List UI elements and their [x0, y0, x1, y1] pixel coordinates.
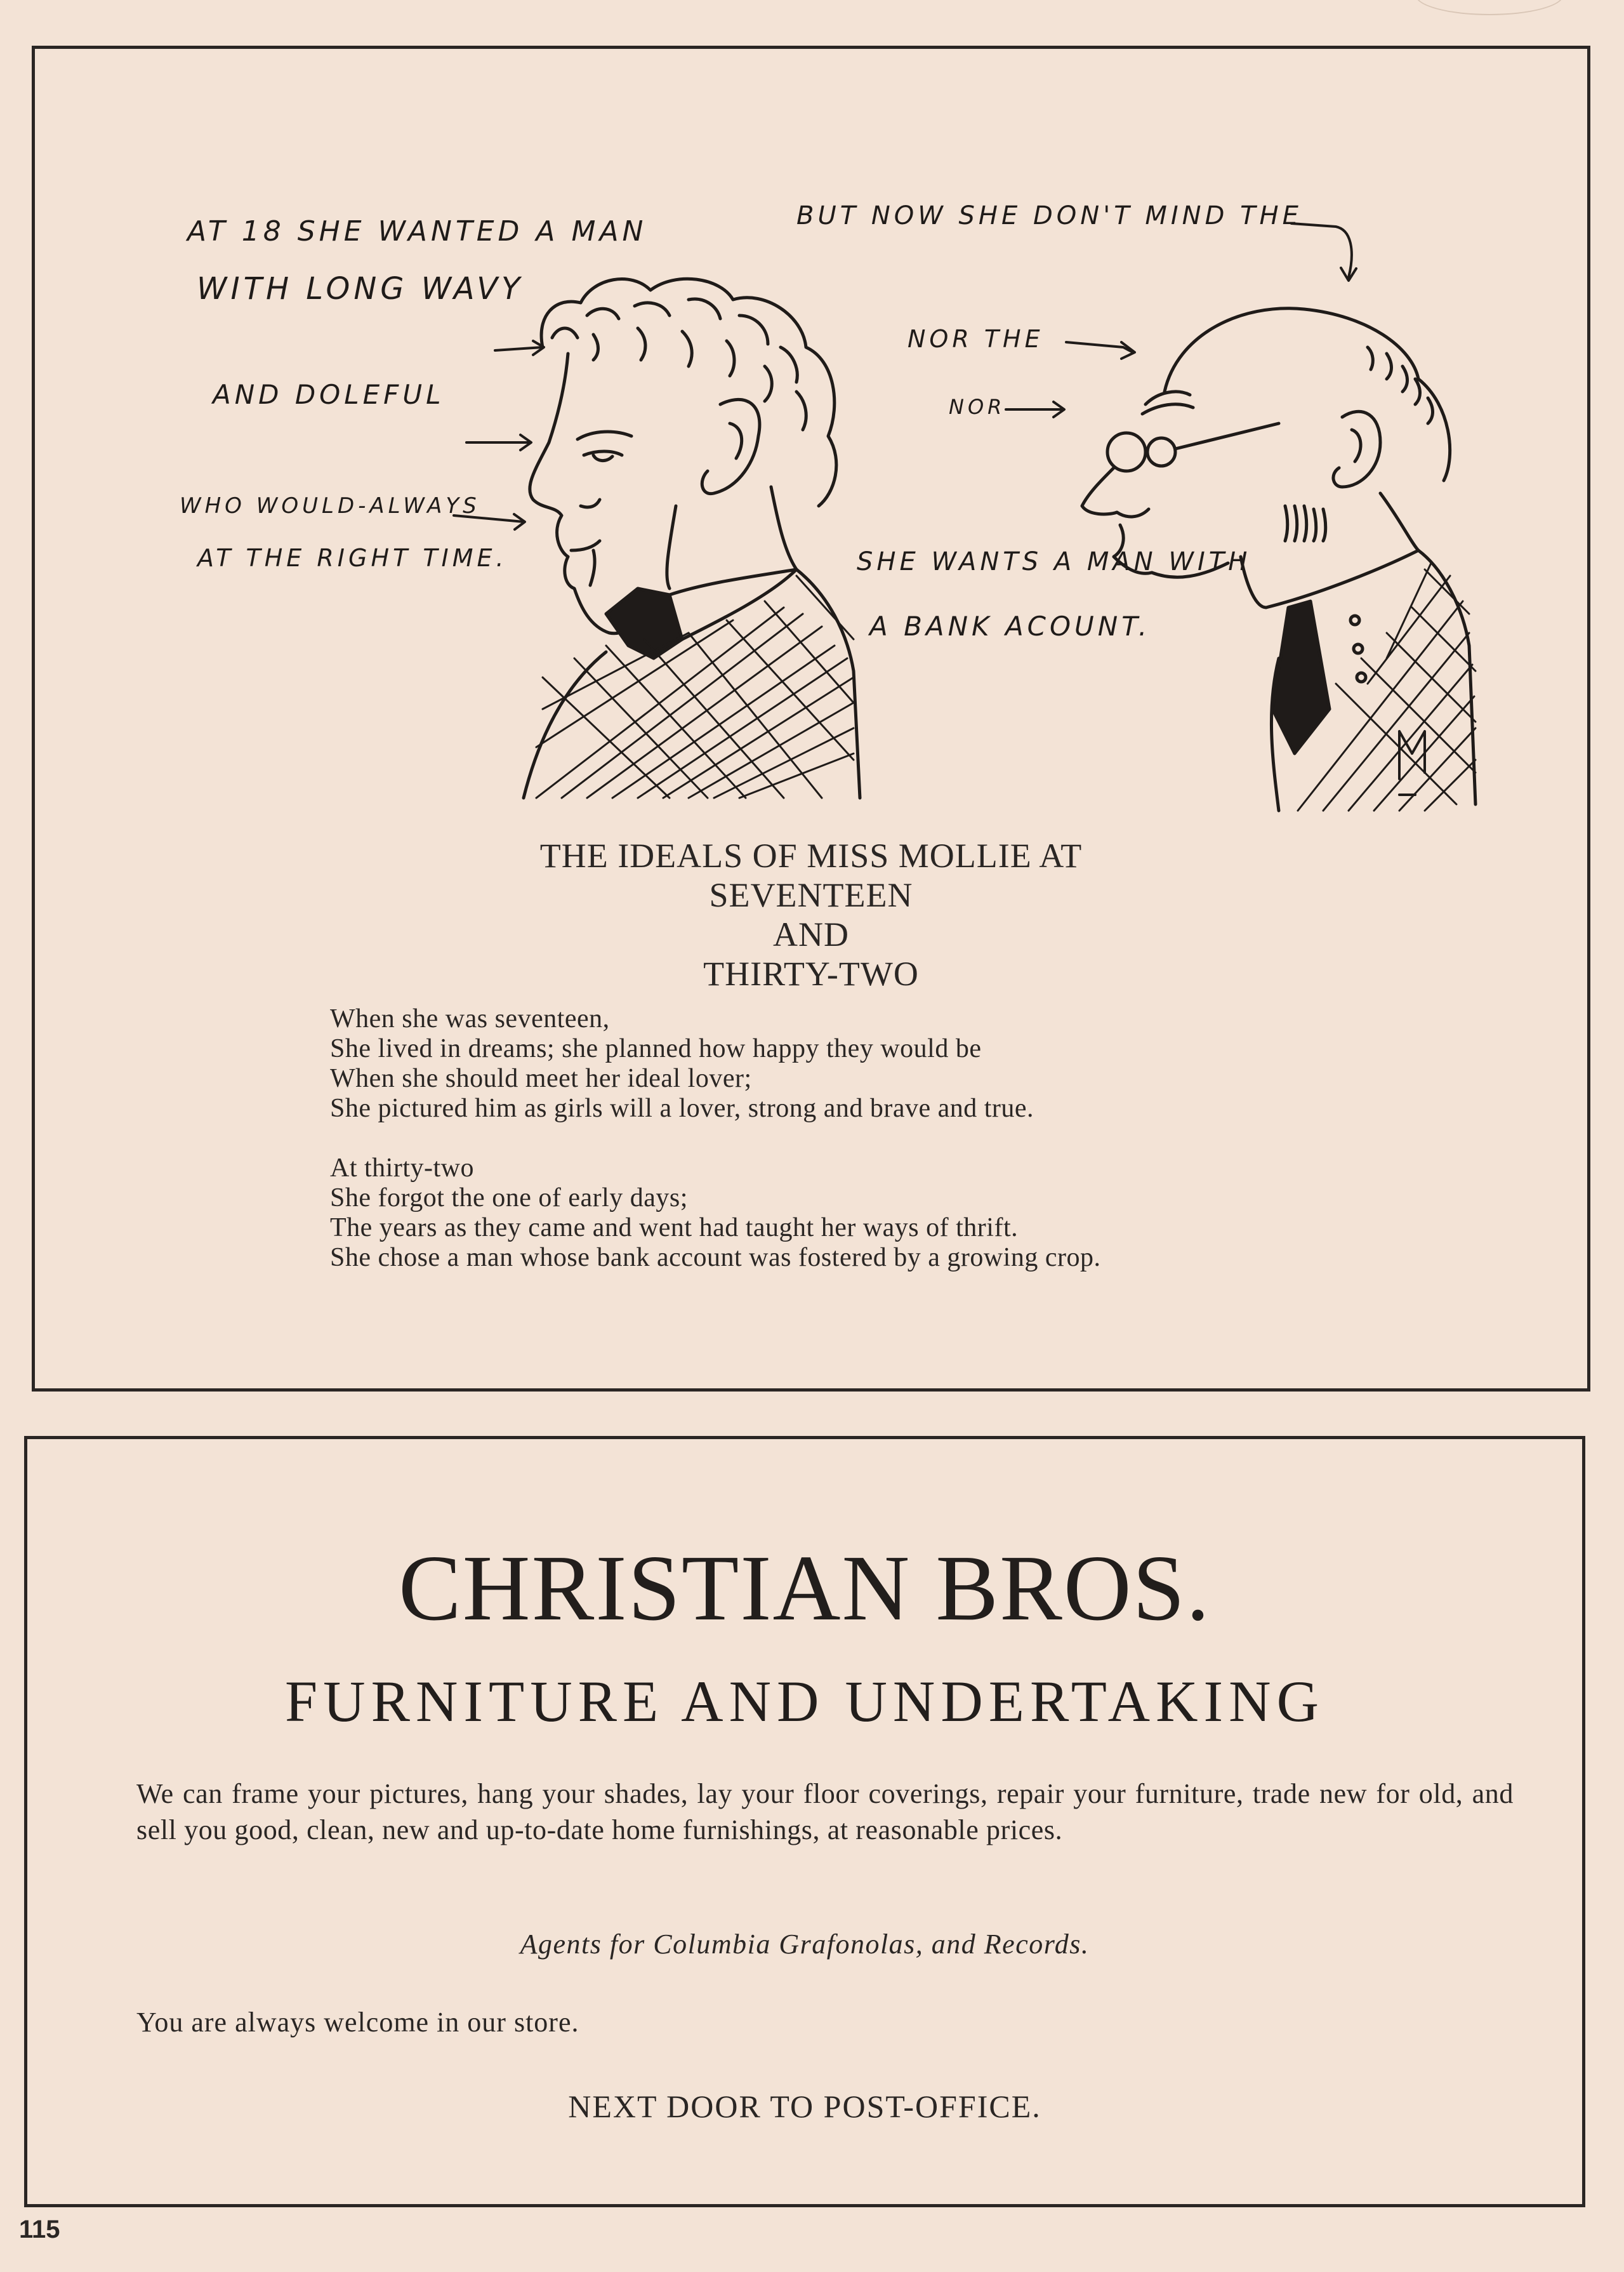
label-nor-the: NOR THE: [908, 325, 1044, 353]
ad-body-text: We can frame your pictures, hang your shades, lay your floor coverings, repair your furniture, trade new for old, and sell you good, clean, new and up-to-date home furnishings, at reasonable prices.: [136, 1778, 1514, 1845]
page-number: 115: [19, 2216, 60, 2243]
label-right-time: AT THE RIGHT TIME.: [197, 544, 508, 572]
poem-title-line: THE IDEALS OF MISS MOLLIE AT: [539, 837, 1083, 875]
poem-title-line: SEVENTEEN: [709, 876, 913, 914]
poem-line: When she was seventeen,: [330, 1004, 610, 1033]
poem-line: She lived in dreams; she planned how happy they would be: [330, 1034, 982, 1063]
poem-line: The years as they came and went had taught her ways of thrift.: [330, 1213, 1019, 1242]
page-corner-mark: [1415, 0, 1564, 15]
cartoon-poem-panel: [32, 46, 1590, 1392]
ad-address-line: NEXT DOOR TO POST-OFFICE.: [568, 2089, 1041, 2124]
poem-stanza-2: [330, 1153, 1536, 1273]
poem-line: She pictured him as girls will a lover, strong and brave and true.: [330, 1094, 1034, 1123]
cartoon-illustration: [35, 49, 1587, 861]
ad-agents-line: Agents for Columbia Grafonolas, and Records.: [520, 1929, 1090, 1960]
poem-title-line: AND: [773, 915, 849, 953]
young-man-figure: [524, 279, 860, 798]
cartoon-drawing: [35, 49, 1587, 861]
poem-line: She forgot the one of early days;: [330, 1183, 688, 1212]
poem-title-line: THIRTY-TWO: [703, 955, 919, 993]
label-long-wavy: WITH LONG WAVY: [197, 271, 524, 307]
poem-title: [35, 836, 1587, 993]
label-dont-mind-the: BUT NOW SHE DON'T MIND THE: [796, 201, 1302, 230]
pointer-arrows: [454, 223, 1356, 529]
label-nor: NOR: [949, 395, 1006, 419]
poem-line: At thirty-two: [330, 1153, 474, 1183]
ad-welcome-line: You are always welcome in our store.: [136, 2007, 579, 2038]
poem-body: [330, 1004, 1536, 1303]
ad-business-name: CHRISTIAN BROS.: [399, 1536, 1211, 1640]
label-bank-acount: A BANK ACOUNT.: [869, 611, 1151, 642]
ad-tagline: FURNITURE AND UNDERTAKING: [284, 1669, 1325, 1734]
label-wants-man-with: SHE WANTS A MAN WITH: [857, 547, 1251, 576]
poem-line: When she should meet her ideal lover;: [330, 1064, 752, 1093]
label-who-would-always: WHO WOULD-ALWAYS: [180, 493, 480, 519]
poem-stanza-1: [330, 1004, 1536, 1124]
label-wanted-man: AT 18 SHE WANTED A MAN: [187, 215, 647, 248]
signature-monogram: [1399, 731, 1425, 795]
label-and-doleful: AND DOLEFUL: [213, 379, 445, 410]
poem-line: She chose a man whose bank account was fostered by a growing crop.: [330, 1243, 1101, 1272]
christian-bros-advertisement: [24, 1436, 1585, 2207]
